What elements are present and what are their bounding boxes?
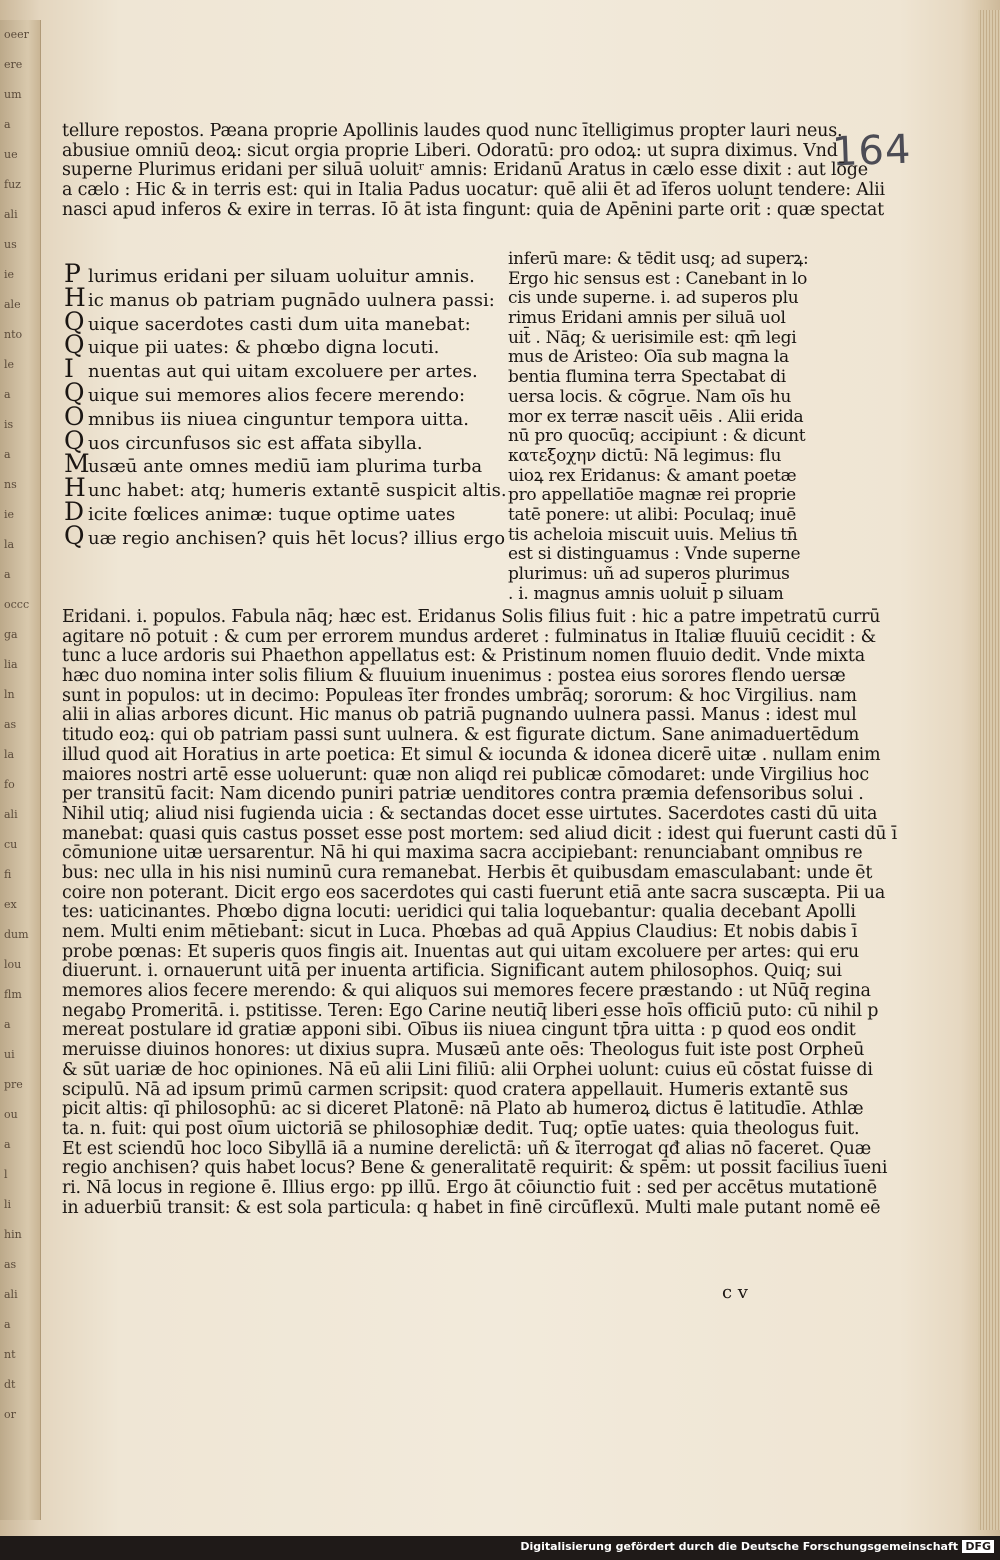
facing-page-fragment: la [4,748,15,761]
commentary-line: Eridani. i. populos. Fabula nāq; hæc est. Eridanus Solis filius fuit : hic a patre impetratū currū [62,607,881,627]
commentary-line: rimus Eridani amnis per siluā uol [508,308,786,329]
commentary-line: uersa locis. & cōgrue. Nam oīs hu [508,386,792,407]
verse-line [64,330,504,360]
commentary-line: cōmunione uitæ uersarentur. Nā hi qui maxima sacra accipiebant: renunciabant omnibus re [62,843,863,864]
verse-text: unc habet: atq; humeris extantē suspicit altis. [88,480,507,502]
verse-initial: I [64,354,74,384]
facing-page-fragment: cu [4,838,18,851]
facing-page-fragment: us [4,238,17,251]
facing-page-fragment: occc [4,598,30,611]
facing-page-fragment: nt [4,1348,16,1361]
commentary-line: scipulū. Nā ad ipsum primū carmen scripsit: quod cratera appellauit. Humeris extantē sus [62,1079,849,1100]
commentary-line: manebat: quasi quis castus posset esse post mortem: sed aliud dicit : idest qui fuerunt casti dū ī [62,823,898,844]
verse-initial: H [64,473,86,503]
verse-initial: Q [64,306,85,336]
folio-number: 164 [831,126,913,176]
verse-line [64,473,507,503]
verse-initial: Q [64,425,85,455]
verse-text: mnibus iis niuea cinguntur tempora uitta. [88,408,469,430]
facing-page-fragment: a [4,1138,11,1151]
facing-page-fragment: l [4,1168,8,1181]
verse-text: nuentas aut qui uitam excoluere per artes. [88,361,478,383]
commentary-line: agitare nō potuit : & cum per errorem mundus arderet : fulminatus in Italiæ fluuiū cecidit : & [62,626,877,647]
verse-line [64,306,504,336]
commentary-line: hæc duo nomina inter solis filium & fluuium inuenimus : postea eius sorores flendo uersæ [62,666,846,687]
commentary-line: bus: nec ulla in his nisi numinū cura remanebat. Herbis ēt quibusdam emasculabant̄: unde ēt [62,862,873,883]
facing-page-fragment: ere [4,58,23,71]
verse-text: usæū ante omnes mediū iam plurima turba [88,456,483,478]
commentary-line: meruisse diuinos honores: ut dixius supra. Musæū ante oēs: Theologus fuit iste post Orpheū [62,1040,865,1061]
verse-initial: H [64,282,86,312]
facing-page-fragment: li [4,1198,12,1211]
commentary-line: illud quod ait Horatius in arte poetica: Et simul & iocunda & idonea dicerē uitæ . nullam enim [62,744,881,765]
verse-initial: D [64,496,85,526]
facing-page-fragment: a [4,1018,11,1031]
facing-page-fragment: ln [4,688,15,701]
commentary-line: & sūt uariæ de hoc opiniones. Nā eū alii Lini filiū: alii Orphei uolunt: cuius eū cōstat fuisse di [62,1059,873,1080]
verse-text: uæ regio anchisen? quis hēt locus? illius ergo [88,527,506,549]
commentary-line: tis acheloia miscuit uuis. Melius tn̄ [508,524,798,545]
text-line: abusiue omniū deoꝝ: sicut orgia proprie Liberi. Odoratū: pro odoꝝ: ut supra diximus. Vnd [62,140,838,161]
commentary-line: in aduerbiū transit: & est sola particula: q habet in finē circūflexū. Multi male putant nomē eē [62,1197,881,1218]
facing-page-fragment: or [4,1408,16,1421]
commentary-line: nem. Multi enim mētiebant̄: sicut in Luca. Phœbas ad quā Appius Claudius: Et nobis dabis ī [62,922,858,942]
verse-text: ic manus ob patriam pugnādo uulnera passi: [88,289,495,311]
commentary-line: tes: uaticinantes. Phœbo digna locuti: ueridici qui talia loquebantur: qualia decebant Apolli [62,902,856,923]
verse-text: icite fœlices animæ: tuque optime uates [88,503,456,525]
facing-page-fragment: ga [4,628,18,641]
commentary-line: tatē ponere: ut alibi: Poculaq; inuē [508,504,796,525]
commentary-line: per transitū facit: Nam dicendo puniri patriæ uenditores contra præmia defensoribus solui . [62,784,864,805]
text-line: a cælo : Hic & in terris est: qui in Italia Padus uocatur: quē alii ēt ad īferos uolunt tendere: Alii [62,180,885,201]
facing-page-fragment: fi [4,868,12,881]
commentary-line: uioꝝ rex Eridanus: & amant poetæ [508,465,797,486]
commentary-line: Et est sciendū hoc loco Sibyllā iā a numine derelictā: uñ & īterrogat qđ alias nō faceret. Quæ [62,1138,872,1159]
text-line: nasci apud inferos & exire in terras. Iō āt ista fingunt: quia de Apēnini parte orit̄ : quæ spectat [62,199,884,220]
facing-page-fragment: pre [4,1078,23,1091]
verse-text: uique pii uates: & phœbo digna locuti. [88,337,440,359]
verse-text: uique sui memores alios fecere merendo: [88,384,466,406]
facing-page-fragment: dum [4,928,29,941]
verse-initial: M [64,449,90,479]
commentary-line: mereat̄ postulare id gratiæ apponi sibi. Oībus iis niuea cingunt̄ tp̄ra uitta : p quod eos ondit [62,1020,856,1041]
facing-page-fragment: ale [4,298,21,311]
commentary-line: plurimus: uñ ad superos plurimus [508,564,790,584]
verse-initial: Q [64,330,85,360]
verse-initial: Q [64,520,85,550]
facing-page-fragment: nto [4,328,23,341]
facing-page-fragment: ie [4,268,15,281]
facing-page-fragment: ex [4,898,17,911]
facing-page-fragment: is [4,418,14,431]
facing-page-fragment: a [4,568,11,581]
verse-initial: O [64,401,85,431]
commentary-line: . i. magnus amnis uoluit̄ p siluam [508,583,784,604]
facing-page-fragment: a [4,448,11,461]
facing-page-fragment: ue [4,148,18,161]
commentary-line: alii in alias arbores dicunt. Hic manus ob patriā pugnando uulnera passi. Manus : idest mul [62,705,857,726]
facing-page-fragment: fo [4,778,15,791]
verse-line [64,449,504,479]
facing-page-fragment: la [4,538,15,551]
digitization-footer [0,1536,1000,1560]
verse-line [64,425,504,455]
verse-line [64,520,506,550]
dfg-logo: DFG [962,1540,994,1553]
commentary-line: Ergo hic sensus est : Canebant in lo [508,268,808,289]
commentary-line: cis unde superne. i. ad superos plu [508,288,799,309]
commentary-line: ri. Nā locus in regione ē. Illius ergo: pp illū. Ergo āt cōiunctio fuit : sed per accētus mutationē [62,1177,877,1198]
facing-page-fragment: hin [4,1228,22,1241]
facing-page-fragment: le [4,358,15,371]
commentary-line: inferū mare: & tēdit usq; ad superꝝ: [508,249,809,269]
commentary-line: memores alios fecere merendo: & qui aliquos sui memores fecere præstando : ut Nūq̄ regina [62,981,871,1002]
facing-page-fragment: as [4,1258,17,1271]
commentary-line: regio anchisen? quis habet locus? Bene & generalitatē requirit: & spēm: ut possit facilius īueni [62,1158,888,1179]
verse-block [64,259,507,550]
commentary-line: mus de Aristeo: Oīa sub magna la [508,347,789,368]
facing-page-fragment: ou [4,1108,18,1121]
signature-mark: c v [722,1282,748,1303]
verse-line [64,401,504,431]
commentary-line: bentia flumina terra Spectabat di [508,367,786,388]
page-edges [978,10,1000,1530]
facing-page-fragment: fuz [4,178,21,191]
facing-page-fragment: dt [4,1378,16,1391]
commentary-line: tunc a luce ardoris sui Phaethon appellatus est: & Pristinum nomen fluuio dedit. Vnde mixta [62,646,865,667]
commentary-line: ta. n. fuit: qui post oīum uictoriā se philosophiæ dedit. Tuq; optīe uates: quia theologus fuit. [62,1118,860,1139]
facing-page-fragment: a [4,1318,11,1331]
verse-text: uos circunfusos sic est affata sibylla. [88,432,423,454]
facing-page-fragment: oeer [4,28,29,41]
commentary-line: coire non poterant. Dicit ergo eos sacerdotes qui casti fuerunt etiā ante sacra suscæpta. Pii ua [62,882,886,903]
commentary-line: mor ex terræ nascit̄ uēis . Alii erida [508,406,804,427]
facing-page-fragment: flm [4,988,22,1001]
facing-page-fragment: a [4,388,11,401]
verse-text: lurimus eridani per siluam uoluitur amnis. [88,266,475,287]
verse-line [64,496,504,526]
facing-page-fragment: ie [4,508,15,521]
facing-page-fragment: ns [4,478,17,491]
commentary-line: Nihil utiq; aliud nisi fugienda uicia : & sectandas docet esse uirtutes. Sacerdotes casti dū uita [62,803,878,824]
commentary-line: maiores nostri artē esse uoluerunt: quæ non aliqd rei publicæ cōmodaret: unde Virgilius hoc [62,764,869,785]
verse-initial: Q [64,377,85,407]
facing-page-edge [0,20,41,1520]
commentary-line: est si distinguamus : Vnde superne [508,544,801,565]
verse-line [64,282,504,312]
facing-page-fragment: ali [4,808,18,821]
verse-line [64,377,504,407]
text-line: superne Plurimus eridani per siluā uoluitʳ amnis: Eridanū Aratus in cælo esse dixit : aut lōge [62,160,868,181]
verse-initial: P [64,259,81,288]
verse-line [64,259,504,288]
commentary-line: negabo Promeritā. i. pstitisse. Teren: Ego Carine neutiq̄ liberi esse hoīs officiū puto: cū nihil p [62,1000,879,1021]
commentary-right-column [508,249,809,604]
footer-credit: Digitalisierung gefördert durch die Deutsche Forschungsgemeinschaft [520,1540,958,1553]
commentary-line: titudo eoꝝ: qui ob patriam passi sunt uulnera. & est figurate dictum. Sane animaduertēdum [62,725,860,746]
facing-page-fragment: lia [4,658,18,671]
commentary-line: uit̄ . Nāq; & uerisimile est: qm̄ legi [508,327,797,348]
commentary-line: nū pro quocūq; accipiunt : & dicunt [508,426,806,447]
commentary-line: probe pœnas: Et superis quos fingis ait. Inuentas aut qui uitam excoluere per artes: qui eru [62,941,859,962]
commentary-line: diuerunt. i. ornauerunt uitā per inuenta artificia. Significant autem philosophos. Quiq; sui [62,961,842,982]
facing-page-fragment: a [4,118,11,131]
facing-page-fragment: ali [4,208,18,221]
facing-page-fragment: lou [4,958,22,971]
facing-page-fragment: ui [4,1048,15,1061]
commentary-line: κατεξοχην dictū: Nā legimus: flu [508,445,782,466]
commentary-body [62,607,898,1218]
commentary-line: sunt in populos: ut in decimo: Populeas īter frondes umbrāq; sororum: & hoc Virgilius. nam [62,685,857,706]
text-line: tellure repostos. Pæana proprie Apollinis laudes quod nunc ītelligimus propter lauri neus. [62,121,843,141]
verse-text: uique sacerdotes casti dum uita manebat: [88,313,471,335]
facing-page-fragment: as [4,718,17,731]
commentary-line: picit altis: qī philosophū: ac si diceret Platonē: nā Plato ab humeroꝝ dictus ē latitudīe. Athlæ [62,1099,864,1120]
verse-line [64,354,504,384]
facing-page-fragment: ali [4,1288,18,1301]
facing-page-fragment: um [4,88,22,101]
commentary-line: pro appellatiōe magnæ rei proprie [508,485,796,506]
